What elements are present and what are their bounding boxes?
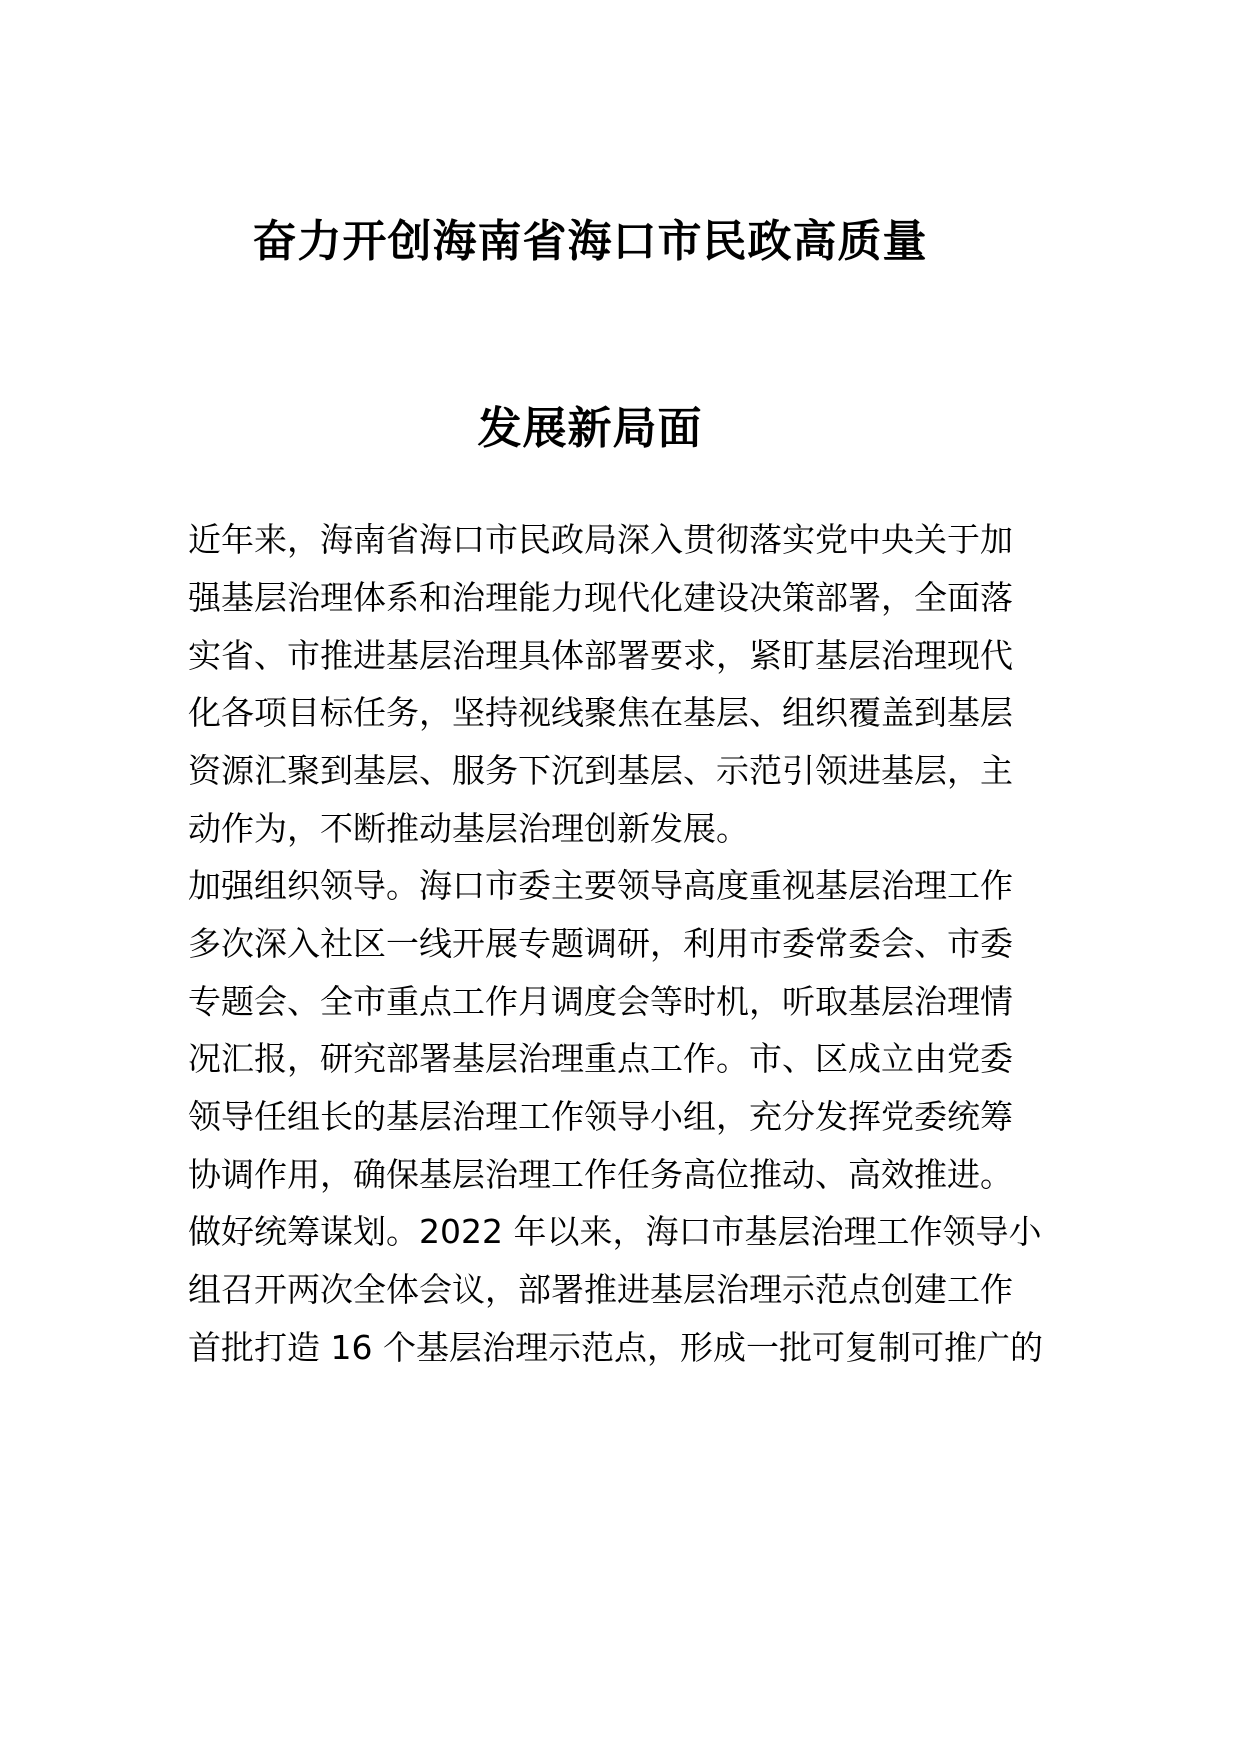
body-line: 近年来，海南省海口市民政局深入贯彻落实党中央关于加 [188,520,1013,559]
body-line: 加强组织领导。海口市委主要领导高度重视基层治理工作 [188,866,1013,905]
body-line: 实省、市推进基层治理具体部署要求，紧盯基层治理现代 [188,636,1013,675]
body-line: 动作为，不断推动基层治理创新发展。 [188,809,749,848]
body-line: 做好统筹谋划。2022 年以来，海口市基层治理工作领导小 [188,1212,1042,1251]
body-line: 多次深入社区一线开展专题调研，利用市委常委会、市委 [188,924,1013,963]
body-line: 领导任组长的基层治理工作领导小组，充分发挥党委统筹 [188,1097,1013,1136]
body-line: 化各项目标任务，坚持视线聚焦在基层、组织覆盖到基层 [188,693,1013,732]
body-line: 况汇报，研究部署基层治理重点工作。市、区成立由党委 [188,1039,1013,1078]
body-line: 强基层治理体系和治理能力现代化建设决策部署，全面落 [188,578,1013,617]
body-line: 组召开两次全体会议，部署推进基层治理示范点创建工作 [188,1270,1013,1309]
document-title-line-1: 奋力开创海南省海口市民政高质量 [252,216,928,267]
body-line: 专题会、全市重点工作月调度会等时机，听取基层治理情 [188,982,1013,1021]
body-line: 资源汇聚到基层、服务下沉到基层、示范引领进基层，主 [188,751,1013,790]
body-line: 首批打造 16 个基层治理示范点，形成一批可复制可推广的 [188,1328,1043,1367]
body-line: 协调作用，确保基层治理工作任务高位推动、高效推进。 [188,1155,1013,1194]
document-title-line-2: 发展新局面 [477,403,703,454]
